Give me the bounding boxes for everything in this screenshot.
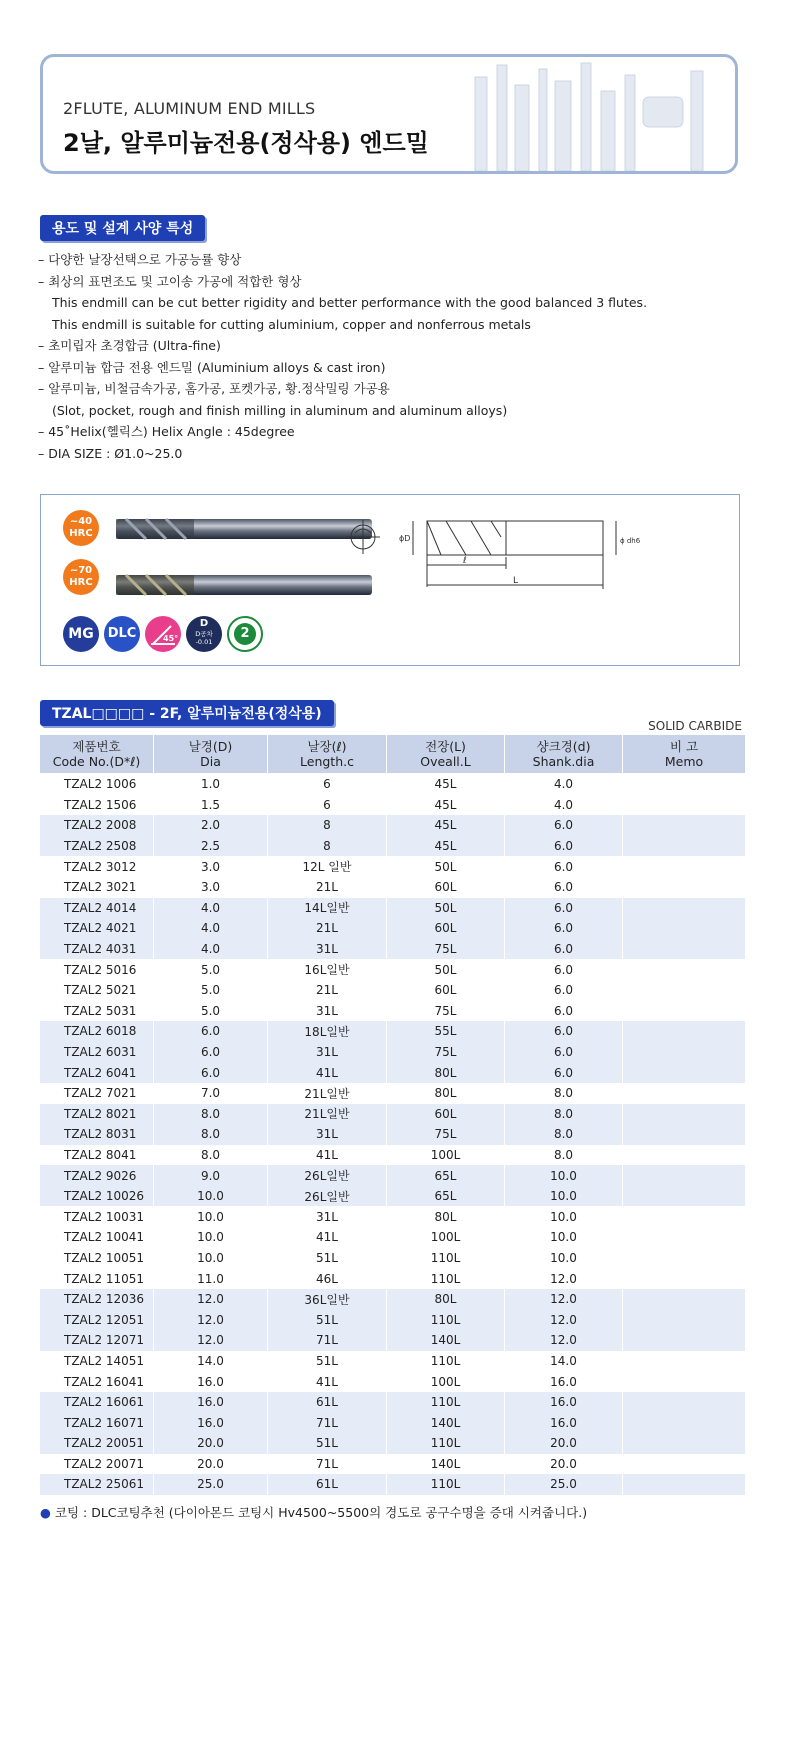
table-cell: 41L bbox=[268, 1145, 387, 1166]
table-cell: 46L bbox=[268, 1268, 387, 1289]
page-title: 2날, 알루미늄전용(정삭용) 엔드밀 bbox=[63, 129, 429, 157]
table-cell: 6.0 bbox=[505, 1021, 623, 1042]
tolerance-badge: D D공차 -0.01 bbox=[186, 616, 222, 652]
table-cell: 10.0 bbox=[505, 1227, 623, 1248]
table-cell: 110L bbox=[387, 1351, 505, 1372]
list-item: This endmill can be cut better rigidity and better performance with the good balanced 3 flutes. bbox=[52, 295, 648, 310]
table-cell: 10.0 bbox=[505, 1206, 623, 1227]
table-cell: 5.0 bbox=[154, 959, 268, 980]
table-cell: 25.0 bbox=[505, 1474, 623, 1495]
table-cell bbox=[623, 1412, 746, 1433]
table-row bbox=[40, 1145, 746, 1166]
table-cell bbox=[623, 1083, 746, 1104]
table-cell bbox=[623, 1309, 746, 1330]
table-cell: 51L bbox=[268, 1248, 387, 1269]
hrc-70-badge: ~70 HRC bbox=[63, 559, 99, 595]
table-cell: 3.0 bbox=[154, 856, 268, 877]
table-row bbox=[40, 1289, 746, 1310]
table-cell: 6.0 bbox=[505, 815, 623, 836]
table-cell: 10.0 bbox=[154, 1206, 268, 1227]
table-cell: 4.0 bbox=[154, 939, 268, 960]
spec-table bbox=[40, 735, 746, 1495]
table-cell: 16.0 bbox=[154, 1392, 268, 1413]
table-cell: 6.0 bbox=[505, 836, 623, 857]
table-cell: TZAL2 4031 bbox=[40, 939, 154, 960]
table-cell bbox=[623, 1145, 746, 1166]
table-cell bbox=[623, 774, 746, 795]
table-cell bbox=[623, 1165, 746, 1186]
list-item: – 알루미늄 합금 전용 엔드밀 (Aluminium alloys & cast iron) bbox=[38, 359, 386, 375]
table-cell: TZAL2 4021 bbox=[40, 918, 154, 939]
table-row bbox=[40, 1474, 746, 1495]
table-cell: 31L bbox=[268, 939, 387, 960]
table-cell bbox=[623, 1042, 746, 1063]
table-cell: 10.0 bbox=[505, 1248, 623, 1269]
table-cell: 100L bbox=[387, 1145, 505, 1166]
table-cell: 16.0 bbox=[505, 1412, 623, 1433]
table-header-row bbox=[40, 735, 746, 774]
table-row bbox=[40, 1268, 746, 1289]
table-cell: TZAL2 6041 bbox=[40, 1062, 154, 1083]
table-cell bbox=[623, 1454, 746, 1475]
table-cell: 75L bbox=[387, 939, 505, 960]
table-cell: 60L bbox=[387, 877, 505, 898]
table-cell: 16.0 bbox=[154, 1412, 268, 1433]
table-cell: 10.0 bbox=[154, 1248, 268, 1269]
table-cell: 140L bbox=[387, 1330, 505, 1351]
table-cell: TZAL2 10041 bbox=[40, 1227, 154, 1248]
table-cell: 8.0 bbox=[505, 1104, 623, 1125]
table-row bbox=[40, 959, 746, 980]
header-length: 날장(ℓ) Length.c bbox=[268, 735, 387, 774]
table-cell bbox=[623, 1062, 746, 1083]
table-cell: 4.0 bbox=[505, 795, 623, 816]
table-cell: 16.0 bbox=[505, 1371, 623, 1392]
tool-illustration bbox=[455, 57, 725, 171]
table-cell: 55L bbox=[387, 1021, 505, 1042]
table-cell: 41L bbox=[268, 1227, 387, 1248]
table-cell bbox=[623, 1104, 746, 1125]
table-cell: 9.0 bbox=[154, 1165, 268, 1186]
table-cell: 14.0 bbox=[505, 1351, 623, 1372]
table-cell: 8.0 bbox=[505, 1145, 623, 1166]
table-cell: TZAL2 5021 bbox=[40, 980, 154, 1001]
table-cell: 110L bbox=[387, 1474, 505, 1495]
table-cell bbox=[623, 815, 746, 836]
table-cell: 45L bbox=[387, 836, 505, 857]
header-dia: 날경(D) Dia bbox=[154, 735, 268, 774]
table-cell bbox=[623, 1371, 746, 1392]
table-row bbox=[40, 1062, 746, 1083]
table-cell bbox=[623, 1351, 746, 1372]
table-cell: TZAL2 5016 bbox=[40, 959, 154, 980]
table-cell: 41L bbox=[268, 1062, 387, 1083]
dlc-badge: DLC bbox=[104, 616, 140, 652]
table-row bbox=[40, 1227, 746, 1248]
table-cell bbox=[623, 1124, 746, 1145]
table-row bbox=[40, 1351, 746, 1372]
table-cell: 65L bbox=[387, 1186, 505, 1207]
table-cell bbox=[623, 836, 746, 857]
table-cell: 31L bbox=[268, 1001, 387, 1022]
table-cell: 18L일반 bbox=[268, 1021, 387, 1042]
table-row bbox=[40, 1001, 746, 1022]
table-row bbox=[40, 980, 746, 1001]
title-card bbox=[40, 54, 738, 174]
table-cell: TZAL2 10026 bbox=[40, 1186, 154, 1207]
table-row bbox=[40, 1330, 746, 1351]
table-row bbox=[40, 774, 746, 795]
table-cell: 1.5 bbox=[154, 795, 268, 816]
table-cell bbox=[623, 1392, 746, 1413]
table-cell: 6 bbox=[268, 795, 387, 816]
table-cell: TZAL2 1506 bbox=[40, 795, 154, 816]
table-cell bbox=[623, 1227, 746, 1248]
table-cell: 100L bbox=[387, 1227, 505, 1248]
table-cell: TZAL2 12071 bbox=[40, 1330, 154, 1351]
table-cell: 41L bbox=[268, 1371, 387, 1392]
table-cell: 6.0 bbox=[154, 1062, 268, 1083]
table-row bbox=[40, 877, 746, 898]
technical-drawing bbox=[341, 507, 671, 597]
table-cell: 5.0 bbox=[154, 1001, 268, 1022]
table-cell: 10.0 bbox=[154, 1227, 268, 1248]
table-cell: 45L bbox=[387, 774, 505, 795]
table-cell: TZAL2 6031 bbox=[40, 1042, 154, 1063]
table-cell: 6.0 bbox=[154, 1042, 268, 1063]
table-cell bbox=[623, 1474, 746, 1495]
table-cell: TZAL2 7021 bbox=[40, 1083, 154, 1104]
table-cell: 71L bbox=[268, 1412, 387, 1433]
table-cell: 71L bbox=[268, 1330, 387, 1351]
table-cell: 75L bbox=[387, 1001, 505, 1022]
table-cell: 16.0 bbox=[505, 1392, 623, 1413]
table-cell: 25.0 bbox=[154, 1474, 268, 1495]
table-cell: 80L bbox=[387, 1206, 505, 1227]
table-cell: TZAL2 12036 bbox=[40, 1289, 154, 1310]
table-cell: 26L일반 bbox=[268, 1186, 387, 1207]
table-cell: 60L bbox=[387, 1104, 505, 1125]
table-cell: 80L bbox=[387, 1062, 505, 1083]
table-cell: 4.0 bbox=[154, 898, 268, 919]
table-cell: TZAL2 5031 bbox=[40, 1001, 154, 1022]
table-cell: 21L일반 bbox=[268, 1104, 387, 1125]
table-cell bbox=[623, 1001, 746, 1022]
table-cell: 51L bbox=[268, 1309, 387, 1330]
note-text: 코팅 : DLC코팅추천 (다이아몬드 코팅시 Hv4500~5500의 경도로 공구수명을 증대 시켜줍니다.) bbox=[54, 1505, 588, 1520]
features-list bbox=[38, 249, 758, 464]
list-item: – 알루미늄, 비철금속가공, 홈가공, 포켓가공, 황.정삭밀링 가공용 bbox=[38, 381, 390, 396]
table-row bbox=[40, 1104, 746, 1125]
table-row bbox=[40, 836, 746, 857]
table-row bbox=[40, 939, 746, 960]
list-item: – 최상의 표면조도 및 고이송 가공에 적합한 형상 bbox=[38, 273, 302, 289]
table-cell: 2.0 bbox=[154, 815, 268, 836]
table-cell: 110L bbox=[387, 1248, 505, 1269]
list-item: (Slot, pocket, rough and finish milling in aluminum and aluminum alloys) bbox=[52, 402, 508, 418]
table-cell: 31L bbox=[268, 1042, 387, 1063]
coating-note bbox=[40, 1503, 587, 1521]
table-cell: 8.0 bbox=[154, 1104, 268, 1125]
table-cell: 6.0 bbox=[505, 877, 623, 898]
list-item: – 45˚Helix(헬릭스) Helix Angle : 45degree bbox=[38, 424, 295, 439]
hrc-40-badge: ~40 HRC bbox=[63, 510, 99, 546]
table-label: TZAL□□□□ - 2F, 알루미늄전용(정삭용) bbox=[40, 700, 334, 726]
table-row bbox=[40, 1371, 746, 1392]
table-cell: TZAL2 16061 bbox=[40, 1392, 154, 1413]
table-row bbox=[40, 1124, 746, 1145]
table-cell: 6.0 bbox=[154, 1021, 268, 1042]
table-cell: 31L bbox=[268, 1124, 387, 1145]
material-label: SOLID CARBIDE bbox=[648, 719, 742, 733]
table-cell: TZAL2 2508 bbox=[40, 836, 154, 857]
table-cell: 110L bbox=[387, 1433, 505, 1454]
table-cell: TZAL2 14051 bbox=[40, 1351, 154, 1372]
table-cell: 110L bbox=[387, 1392, 505, 1413]
table-row bbox=[40, 1083, 746, 1104]
product-image-box bbox=[40, 494, 740, 666]
table-row bbox=[40, 1186, 746, 1207]
table-cell: 6.0 bbox=[505, 1062, 623, 1083]
table-cell bbox=[623, 898, 746, 919]
page-subtitle: 2FLUTE, ALUMINUM END MILLS bbox=[63, 99, 316, 118]
table-cell: 60L bbox=[387, 980, 505, 1001]
table-cell bbox=[623, 1186, 746, 1207]
table-cell: 16L일반 bbox=[268, 959, 387, 980]
table-cell: 26L일반 bbox=[268, 1165, 387, 1186]
table-cell: TZAL2 10051 bbox=[40, 1248, 154, 1269]
header-code: 제품번호 Code No.(D*ℓ) bbox=[40, 735, 154, 774]
table-row bbox=[40, 795, 746, 816]
table-cell: 8.0 bbox=[154, 1124, 268, 1145]
table-row bbox=[40, 1165, 746, 1186]
table-cell: 10.0 bbox=[154, 1186, 268, 1207]
bullet-icon: ● bbox=[40, 1505, 51, 1520]
header-overall: 전장(L) Oveall.L bbox=[387, 735, 505, 774]
table-cell: 20.0 bbox=[154, 1454, 268, 1475]
table-cell: 6.0 bbox=[505, 939, 623, 960]
table-cell: 6.0 bbox=[505, 856, 623, 877]
table-cell: 45L bbox=[387, 815, 505, 836]
table-cell: TZAL2 6018 bbox=[40, 1021, 154, 1042]
table-cell bbox=[623, 856, 746, 877]
table-cell: TZAL2 10031 bbox=[40, 1206, 154, 1227]
table-cell: TZAL2 8031 bbox=[40, 1124, 154, 1145]
table-cell: 100L bbox=[387, 1371, 505, 1392]
table-row bbox=[40, 898, 746, 919]
table-cell: 10.0 bbox=[505, 1165, 623, 1186]
table-cell bbox=[623, 1289, 746, 1310]
table-cell: 45L bbox=[387, 795, 505, 816]
flute-count-badge: 2 bbox=[227, 616, 263, 652]
table-cell bbox=[623, 918, 746, 939]
table-cell: 140L bbox=[387, 1412, 505, 1433]
table-cell: 6.0 bbox=[505, 1042, 623, 1063]
table-cell: 110L bbox=[387, 1268, 505, 1289]
table-cell: 8 bbox=[268, 836, 387, 857]
table-cell: 75L bbox=[387, 1042, 505, 1063]
table-cell: 140L bbox=[387, 1454, 505, 1475]
table-cell bbox=[623, 1433, 746, 1454]
table-cell: 4.0 bbox=[505, 774, 623, 795]
table-cell bbox=[623, 980, 746, 1001]
table-cell: 12.0 bbox=[505, 1289, 623, 1310]
table-cell: 51L bbox=[268, 1351, 387, 1372]
overall-length-label: L bbox=[513, 576, 519, 586]
table-cell: 6 bbox=[268, 774, 387, 795]
table-cell bbox=[623, 939, 746, 960]
shank-label: ϕ dh6 bbox=[620, 537, 641, 545]
table-cell: 16.0 bbox=[154, 1371, 268, 1392]
table-cell: 61L bbox=[268, 1474, 387, 1495]
table-row bbox=[40, 856, 746, 877]
table-cell: 50L bbox=[387, 856, 505, 877]
table-cell: 75L bbox=[387, 1124, 505, 1145]
table-cell: 8.0 bbox=[505, 1083, 623, 1104]
table-cell: TZAL2 8041 bbox=[40, 1145, 154, 1166]
features-label: 용도 및 설계 사양 특성 bbox=[40, 215, 205, 241]
table-row bbox=[40, 1042, 746, 1063]
table-cell bbox=[623, 1021, 746, 1042]
table-cell: TZAL2 8021 bbox=[40, 1104, 154, 1125]
table-cell: 6.0 bbox=[505, 959, 623, 980]
table-row bbox=[40, 1433, 746, 1454]
table-row bbox=[40, 1454, 746, 1475]
table-row bbox=[40, 1021, 746, 1042]
table-row bbox=[40, 1248, 746, 1269]
table-cell: 36L일반 bbox=[268, 1289, 387, 1310]
mg-badge: MG bbox=[63, 616, 99, 652]
table-cell: TZAL2 25061 bbox=[40, 1474, 154, 1495]
table-cell: TZAL2 16071 bbox=[40, 1412, 154, 1433]
table-cell: 6.0 bbox=[505, 898, 623, 919]
table-row bbox=[40, 918, 746, 939]
table-row bbox=[40, 1206, 746, 1227]
table-cell: 20.0 bbox=[505, 1433, 623, 1454]
table-cell: TZAL2 12051 bbox=[40, 1309, 154, 1330]
table-cell: 4.0 bbox=[154, 918, 268, 939]
list-item: This endmill is suitable for cutting aluminium, copper and nonferrous metals bbox=[52, 316, 531, 332]
table-cell: 12.0 bbox=[154, 1289, 268, 1310]
table-cell: 21L bbox=[268, 877, 387, 898]
table-cell: 60L bbox=[387, 918, 505, 939]
table-cell: 14L일반 bbox=[268, 898, 387, 919]
table-cell: 5.0 bbox=[154, 980, 268, 1001]
header-memo: 비 고 Memo bbox=[623, 735, 746, 774]
table-cell: 12.0 bbox=[505, 1268, 623, 1289]
flute-length-label: ℓ bbox=[463, 556, 467, 566]
table-cell bbox=[623, 1268, 746, 1289]
table-cell: 12.0 bbox=[505, 1330, 623, 1351]
table-cell: 71L bbox=[268, 1454, 387, 1475]
table-cell: 6.0 bbox=[505, 980, 623, 1001]
table-cell: 1.0 bbox=[154, 774, 268, 795]
table-cell: 50L bbox=[387, 898, 505, 919]
table-cell: 21L bbox=[268, 980, 387, 1001]
table-cell: 8 bbox=[268, 815, 387, 836]
table-cell: TZAL2 1006 bbox=[40, 774, 154, 795]
table-cell: 8.0 bbox=[505, 1124, 623, 1145]
table-cell bbox=[623, 1248, 746, 1269]
table-cell: 20.0 bbox=[154, 1433, 268, 1454]
header-shank: 샹크경(d) Shank.dia bbox=[505, 735, 623, 774]
table-row bbox=[40, 1309, 746, 1330]
table-cell: 3.0 bbox=[154, 877, 268, 898]
table-cell: TZAL2 3012 bbox=[40, 856, 154, 877]
table-cell: 20.0 bbox=[505, 1454, 623, 1475]
table-cell: TZAL2 2008 bbox=[40, 815, 154, 836]
table-cell: TZAL2 20071 bbox=[40, 1454, 154, 1475]
table-cell: 65L bbox=[387, 1165, 505, 1186]
table-row bbox=[40, 1392, 746, 1413]
table-cell: 6.0 bbox=[505, 1001, 623, 1022]
dia-label: ϕD bbox=[399, 534, 411, 543]
table-cell: 12.0 bbox=[154, 1330, 268, 1351]
table-cell: 21L일반 bbox=[268, 1083, 387, 1104]
list-item: – DIA SIZE : Ø1.0~25.0 bbox=[38, 445, 183, 461]
table-cell bbox=[623, 959, 746, 980]
table-cell: 11.0 bbox=[154, 1268, 268, 1289]
table-cell: 12L 일반 bbox=[268, 856, 387, 877]
table-row bbox=[40, 815, 746, 836]
list-item: – 초미립자 초경합금 (Ultra-fine) bbox=[38, 338, 221, 353]
table-row bbox=[40, 1412, 746, 1433]
table-cell bbox=[623, 1330, 746, 1351]
table-cell: 12.0 bbox=[154, 1309, 268, 1330]
table-cell: TZAL2 20051 bbox=[40, 1433, 154, 1454]
table-cell: TZAL2 9026 bbox=[40, 1165, 154, 1186]
table-cell: 14.0 bbox=[154, 1351, 268, 1372]
table-cell: 6.0 bbox=[505, 918, 623, 939]
table-cell: TZAL2 3021 bbox=[40, 877, 154, 898]
table-cell: 61L bbox=[268, 1392, 387, 1413]
table-cell: 10.0 bbox=[505, 1186, 623, 1207]
table-cell bbox=[623, 877, 746, 898]
helix-angle-badge: 45° bbox=[145, 616, 181, 652]
endmill-photo bbox=[116, 515, 376, 597]
table-cell: 8.0 bbox=[154, 1145, 268, 1166]
table-cell: 50L bbox=[387, 959, 505, 980]
table-cell: TZAL2 16041 bbox=[40, 1371, 154, 1392]
list-item: – 다양한 날장선택으로 가공능률 향상 bbox=[38, 252, 242, 267]
table-cell: 12.0 bbox=[505, 1309, 623, 1330]
table-cell: 80L bbox=[387, 1289, 505, 1310]
table-cell: 31L bbox=[268, 1206, 387, 1227]
table-cell: TZAL2 4014 bbox=[40, 898, 154, 919]
table-cell: 110L bbox=[387, 1309, 505, 1330]
table-cell: 7.0 bbox=[154, 1083, 268, 1104]
table-cell: 2.5 bbox=[154, 836, 268, 857]
table-cell: 21L bbox=[268, 918, 387, 939]
table-cell: 80L bbox=[387, 1083, 505, 1104]
table-cell bbox=[623, 1206, 746, 1227]
table-cell: 51L bbox=[268, 1433, 387, 1454]
table-cell: TZAL2 11051 bbox=[40, 1268, 154, 1289]
table-cell bbox=[623, 795, 746, 816]
